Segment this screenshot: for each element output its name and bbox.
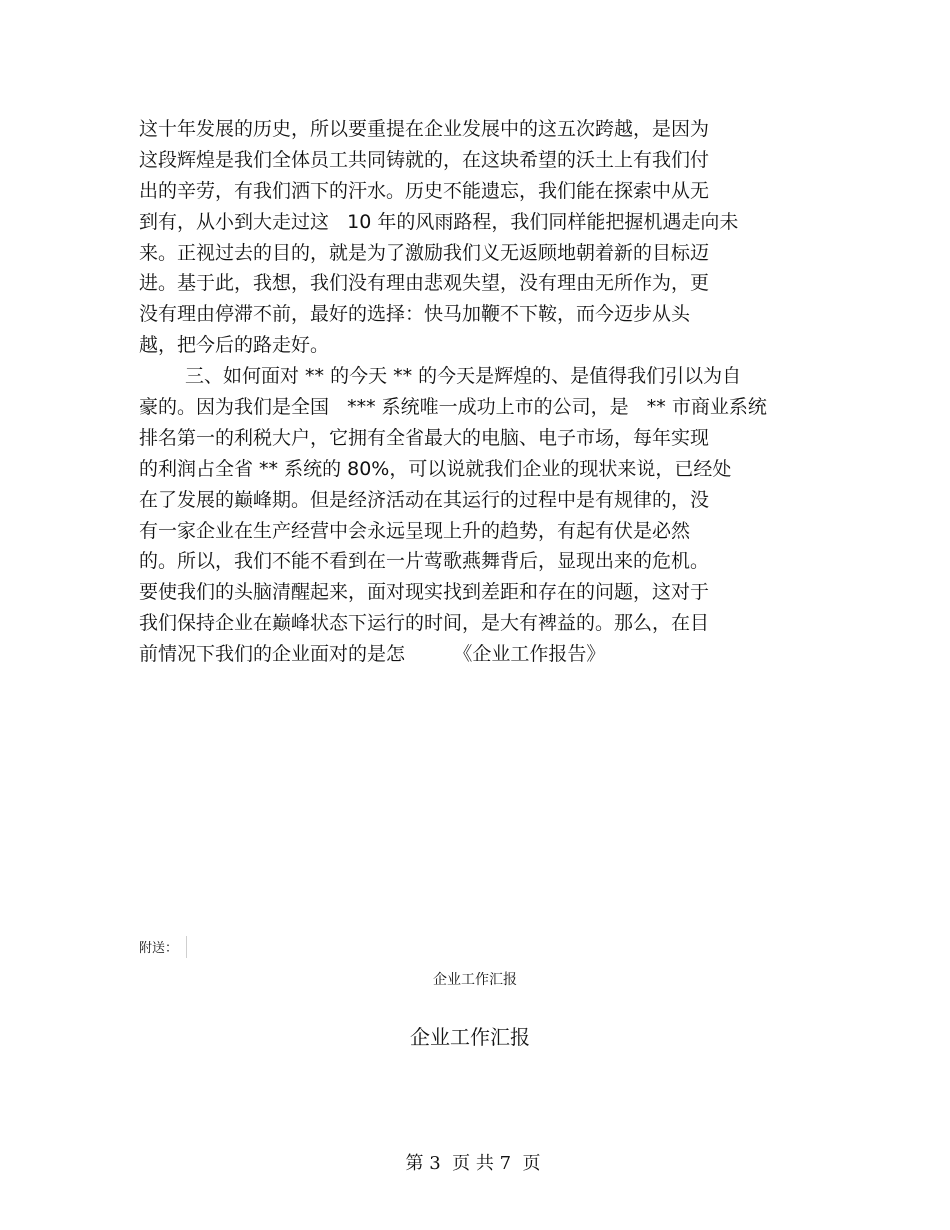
text-line: 没有理由停滞不前，最好的选择：快马加鞭不下鞍，而今迈步从头: [139, 303, 691, 326]
attachment-label: 附送：: [139, 941, 179, 956]
text-line: 我们保持企业在巅峰状态下运行的时间，是大有裨益的。那么，在目: [139, 612, 710, 635]
text-line: 的。所以，我们不能不看到在一片莺歌燕舞背后，显现出来的危机。: [139, 550, 710, 573]
text-line: 进。基于此，我想，我们没有理由悲观失望，没有理由无所作为，更: [139, 272, 710, 295]
text-line: 有一家企业在生产经营中会永远呈现上升的趋势，有起有伏是必然: [139, 519, 691, 542]
text-line: 豪的。因为我们是全国 *** 系统唯一成功上市的公司，是 ** 市商业系统: [139, 396, 767, 419]
text-line: 排名第一的利税大户，它拥有全省最大的电脑、电子市场，每年实现: [139, 426, 710, 449]
text-line: 这十年发展的历史，所以要重提在企业发展中的这五次跨越，是因为: [139, 118, 710, 140]
text-line: 在了发展的巅峰期。但是经济活动在其运行的过程中是有规律的，没: [139, 488, 710, 511]
body-text: [139, 114, 819, 670]
section-heading-line: 三、如何面对 ** 的今天 ** 的今天是辉煌的、是值得我们引以为自: [185, 365, 742, 388]
text-line: 来。正视过去的目的，就是为了激励我们义无返顾地朝着新的目标迈: [139, 241, 710, 264]
small-heading: 企业工作汇报: [433, 972, 517, 988]
text-line: 这段辉煌是我们全体员工共同铸就的，在这块希望的沃土上有我们付: [139, 148, 710, 171]
text-line: 的利润占全省 ** 系统的 80%，可以说就我们企业的现状来说，已经处: [139, 457, 732, 480]
text-line: 要使我们的头脑清醒起来，面对现实找到差距和存在的问题，这对于: [139, 581, 710, 604]
page-number-footer: 第 3 页 共 7 页: [405, 1153, 541, 1174]
text-line: 越，把今后的路走好。: [139, 334, 330, 357]
document-title: 企业工作汇报: [410, 1025, 530, 1049]
text-line: 出的辛劳，有我们洒下的汗水。历史不能遗忘，我们能在探索中从无: [139, 179, 710, 202]
text-line: 前情况下我们的企业面对的是怎 《企业工作报告》: [139, 643, 606, 666]
text-line: 到有，从小到大走过这 10 年的风雨路程，我们同样能把握机遇走向未: [139, 210, 739, 233]
divider: [186, 936, 187, 958]
